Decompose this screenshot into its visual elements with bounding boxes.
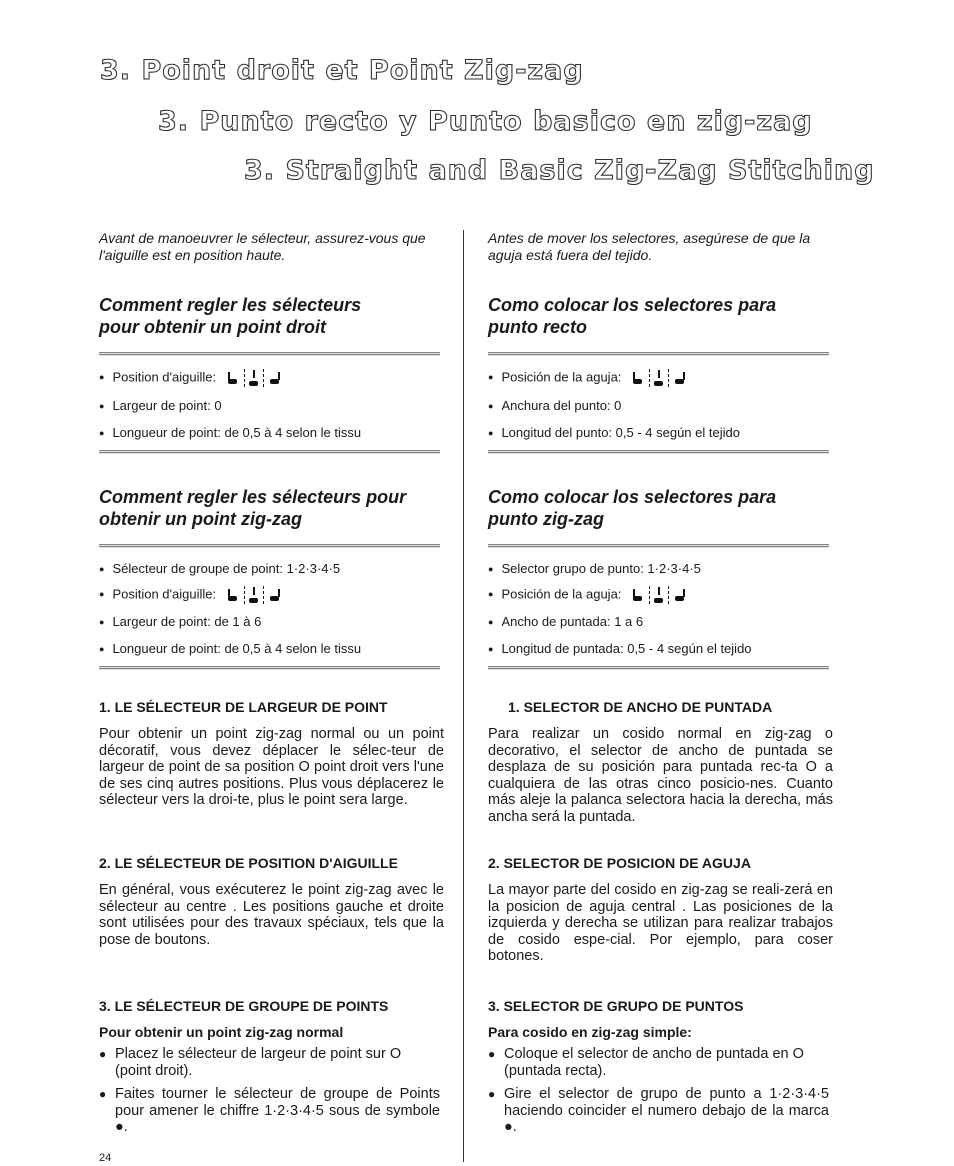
- heading-zigzag: Como colocar los selectores para punto zig-zag: [488, 487, 777, 529]
- divider-rule: [99, 544, 440, 548]
- needle-center-selected-icon: [244, 369, 264, 387]
- needle-position-icons: [629, 369, 689, 387]
- paragraph-width: Para realizar un cosido normal en zig-zag o decorativo, el selector de ancho de puntada se desplaza de su posición para puntada rec-ta O a cualquiera de las otras cinco posicio-nes. Cuanto más aleje la palanca selectora hacia la derecha, más ancha será la puntada.: [488, 726, 833, 825]
- paragraph-width: Pour obtenir un point zig-zag normal ou un point décoratif, vous devez déplacer le sélec-teur de largeur de point de sa position O point droit vers l'une de ses cinq autres positions. Plus vous déplacerez le sélecteur vers la droi-te, plus le point sera large.: [99, 726, 444, 808]
- title-english: 3. Straight and Basic Zig-Zag Stitching: [244, 155, 875, 186]
- section-group-selector: 3. LE SÉLECTEUR DE GROUPE DE POINTS: [99, 998, 389, 1014]
- bullet-width: ● Anchura del punto: 0: [488, 398, 621, 415]
- needle-right-icon: [673, 371, 687, 385]
- needle-position-icons: [224, 586, 284, 604]
- needle-center-selected-icon: [649, 369, 669, 387]
- intro-text: Antes de mover los selectores, asegúrese de que la aguja está fuera del tejido.: [488, 230, 811, 263]
- divider-rule: [488, 352, 829, 356]
- divider-rule: [488, 666, 829, 670]
- section-width-selector: 1. SELECTOR DE ANCHO DE PUNTADA: [508, 699, 773, 715]
- bullet-width: ● Largeur de point: de 1 à 6: [99, 614, 261, 631]
- divider-rule: [99, 666, 440, 670]
- needle-left-icon: [226, 371, 240, 385]
- needle-center-selected-icon: [244, 586, 264, 604]
- title-french: 3. Point droit et Point Zig-zag: [100, 55, 584, 86]
- section-group-selector: 3. SELECTOR DE GRUPO DE PUNTOS: [488, 998, 744, 1014]
- needle-right-icon: [268, 371, 282, 385]
- list-item: ● Coloque el selector de ancho de puntada en O (puntada recta).: [488, 1046, 829, 1079]
- list-item: ● Faites tourner le sélecteur de groupe de Points pour amener le chiffre 1·2·3·4·5 sous de symbole ●.: [99, 1086, 440, 1136]
- needle-left-icon: [226, 588, 240, 602]
- title-spanish: 3. Punto recto y Punto basico en zig-zag: [158, 106, 813, 137]
- bullet-needle-position: ● Posición de la aguja:: [488, 586, 689, 604]
- bullet-length: ● Longitud del punto: 0,5 - 4 según el tejido: [488, 425, 740, 442]
- bullet-length: ● Longueur de point: de 0,5 à 4 selon le tissu: [99, 425, 361, 442]
- divider-rule: [488, 544, 829, 548]
- needle-right-icon: [673, 588, 687, 602]
- needle-right-icon: [268, 588, 282, 602]
- heading-straight: Comment regler les sélecteurs pour obtenir un point droit: [99, 295, 362, 337]
- needle-left-icon: [631, 588, 645, 602]
- divider-rule: [488, 450, 829, 454]
- bullet-length: ● Longitud de puntada: 0,5 - 4 según el tejido: [488, 641, 752, 658]
- heading-zigzag: Comment regler les sélecteurs pour obtenir un point zig-zag: [99, 487, 407, 529]
- needle-center-selected-icon: [649, 586, 669, 604]
- bullet-width: ● Largeur de point: 0: [99, 398, 222, 415]
- heading-straight: Como colocar los selectores para punto recto: [488, 295, 777, 337]
- bullet-needle-position: ● Position d'aiguille:: [99, 586, 284, 604]
- column-divider: [463, 230, 464, 1162]
- bullet-needle-position: ● Posición de la aguja:: [488, 369, 689, 387]
- list-item: ● Placez le sélecteur de largeur de point sur O (point droit).: [99, 1046, 440, 1079]
- bullet-width: ● Ancho de puntada: 1 a 6: [488, 614, 643, 631]
- paragraph-needle: En général, vous exécuterez le point zig-zag avec le sélecteur au centre . Les positions gauche et droite sont utilisées pour des travaux spéciaux, tels que la pose de boutons.: [99, 882, 444, 948]
- divider-rule: [99, 352, 440, 356]
- bullet-group: ● Selector grupo de punto: 1·2·3·4·5: [488, 561, 701, 578]
- intro-text: Avant de manoeuvrer le sélecteur, assurez-vous que l'aiguille est en position haute.: [99, 230, 426, 263]
- needle-position-icons: [629, 586, 689, 604]
- needle-position-icons: [224, 369, 284, 387]
- section-needle-selector: 2. SELECTOR DE POSICION DE AGUJA: [488, 855, 751, 871]
- section-width-selector: 1. LE SÉLECTEUR DE LARGEUR DE POINT: [99, 699, 388, 715]
- paragraph-needle: La mayor parte del cosido en zig-zag se reali-zerá en la posicion de aguja central . Las posiciones de la izquierda y derecha se utilizan para realizar trabajos de cosido espe-cial. Por ejemplo, para coser botones.: [488, 882, 833, 964]
- list-item: ● Gire el selector de grupo de punto a 1·2·3·4·5 haciendo coincider el numero debajo de la marca ●.: [488, 1086, 829, 1136]
- bullet-group: ● Sélecteur de groupe de point: 1·2·3·4·5: [99, 561, 340, 578]
- page-number: 24: [99, 1152, 112, 1164]
- section-needle-selector: 2. LE SÉLECTEUR DE POSITION D'AIGUILLE: [99, 855, 398, 871]
- bullet-length: ● Longueur de point: de 0,5 à 4 selon le tissu: [99, 641, 361, 658]
- bullet-needle-position: ● Position d'aiguille:: [99, 369, 284, 387]
- subheading-normal-zigzag: Para cosido en zig-zag simple:: [488, 1024, 692, 1040]
- subheading-normal-zigzag: Pour obtenir un point zig-zag normal: [99, 1024, 344, 1040]
- divider-rule: [99, 450, 440, 454]
- needle-left-icon: [631, 371, 645, 385]
